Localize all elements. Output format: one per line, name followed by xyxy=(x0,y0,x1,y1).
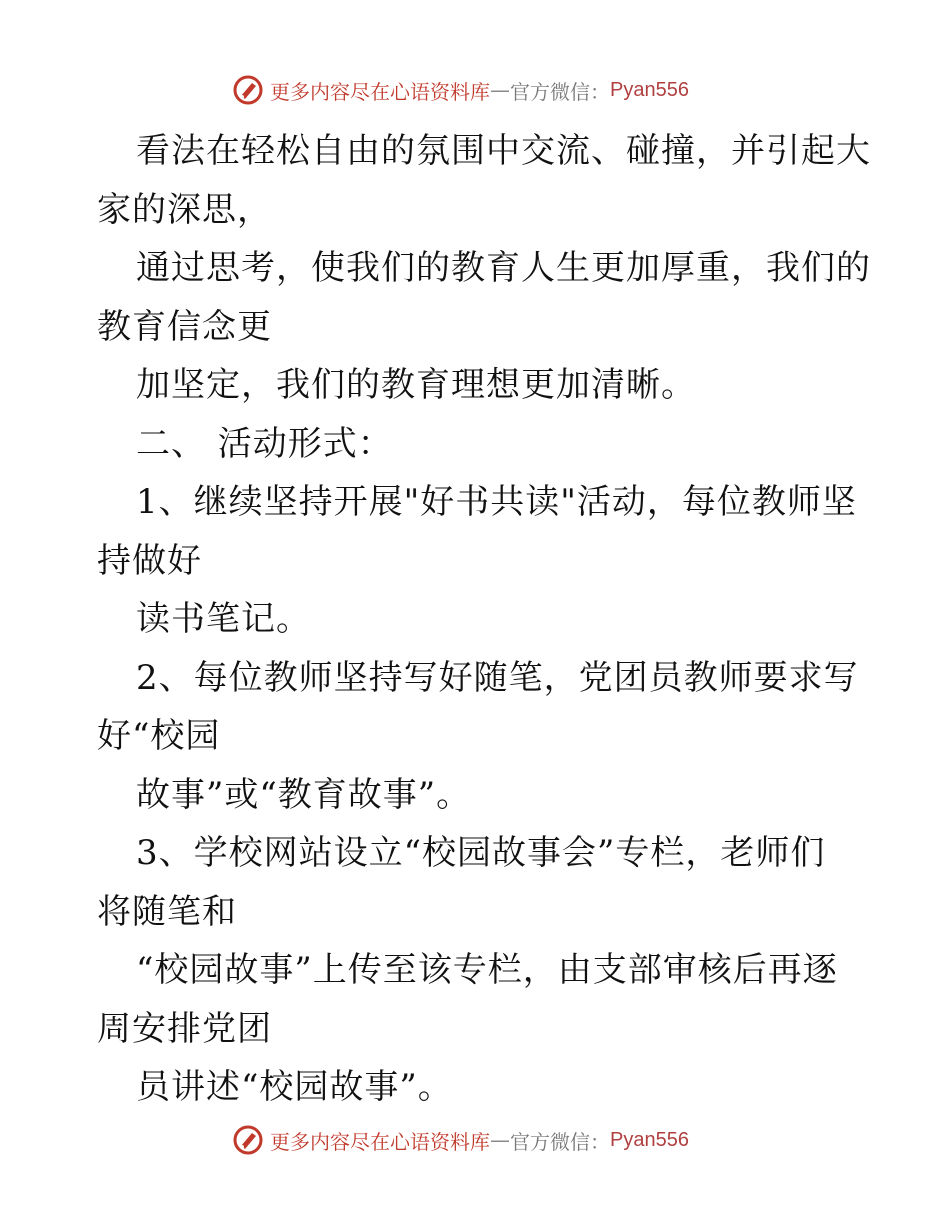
watermark-wechat-id: Pyan556 xyxy=(610,1128,689,1151)
list-item-2: 2、每位教师坚持写好随笔，党团员教师要求写 xyxy=(136,657,859,698)
paragraph-line: 故事”或“教育故事”。 xyxy=(136,774,472,815)
document-body xyxy=(97,122,871,1117)
footer-watermark xyxy=(232,1120,752,1160)
watermark-wechat-id: Pyan556 xyxy=(610,78,689,101)
list-item-3: 3、学校网站设立“校园故事会”专栏，老师们 xyxy=(136,833,826,873)
paragraph-line: 通过思考，使我们的教育人生更加厚重，我们的 xyxy=(136,248,871,288)
paragraph-line: “校园故事”上传至该专栏，由支部审核后再逐 xyxy=(136,950,838,990)
paragraph-line: 加坚定，我们的教育理想更加清晰。 xyxy=(136,365,696,405)
paragraph-line: 周安排党团 xyxy=(97,1008,272,1049)
section-heading: 二、 活动形式： xyxy=(136,423,393,464)
paragraph-line: 员讲述“校园故事”。 xyxy=(136,1067,453,1107)
watermark-dash: — xyxy=(490,78,510,102)
paragraph-line: 持做好 xyxy=(97,540,202,581)
header-watermark xyxy=(232,70,752,110)
watermark-dash: — xyxy=(490,1128,510,1152)
list-item-1: 1、继续坚持开展"好书共读"活动，每位教师坚 xyxy=(136,482,857,522)
ink-seal-logo-icon xyxy=(232,74,264,106)
watermark-label: 官方微信： xyxy=(510,1129,610,1154)
paragraph-line: 教育信念更 xyxy=(97,306,272,347)
watermark-text: 更多内容尽在心语资料库 xyxy=(270,1129,490,1154)
paragraph-line: 将随笔和 xyxy=(97,891,237,932)
paragraph-line: 家的深思， xyxy=(97,189,272,230)
paragraph-line: 看法在轻松自由的氛围中交流、碰撞，并引起大 xyxy=(136,131,871,171)
ink-seal-logo-icon xyxy=(232,1124,264,1156)
paragraph-line: 好“校园 xyxy=(97,716,221,756)
paragraph-line: 读书笔记。 xyxy=(136,599,311,639)
watermark-text: 更多内容尽在心语资料库 xyxy=(270,79,490,104)
watermark-label: 官方微信： xyxy=(510,79,610,104)
